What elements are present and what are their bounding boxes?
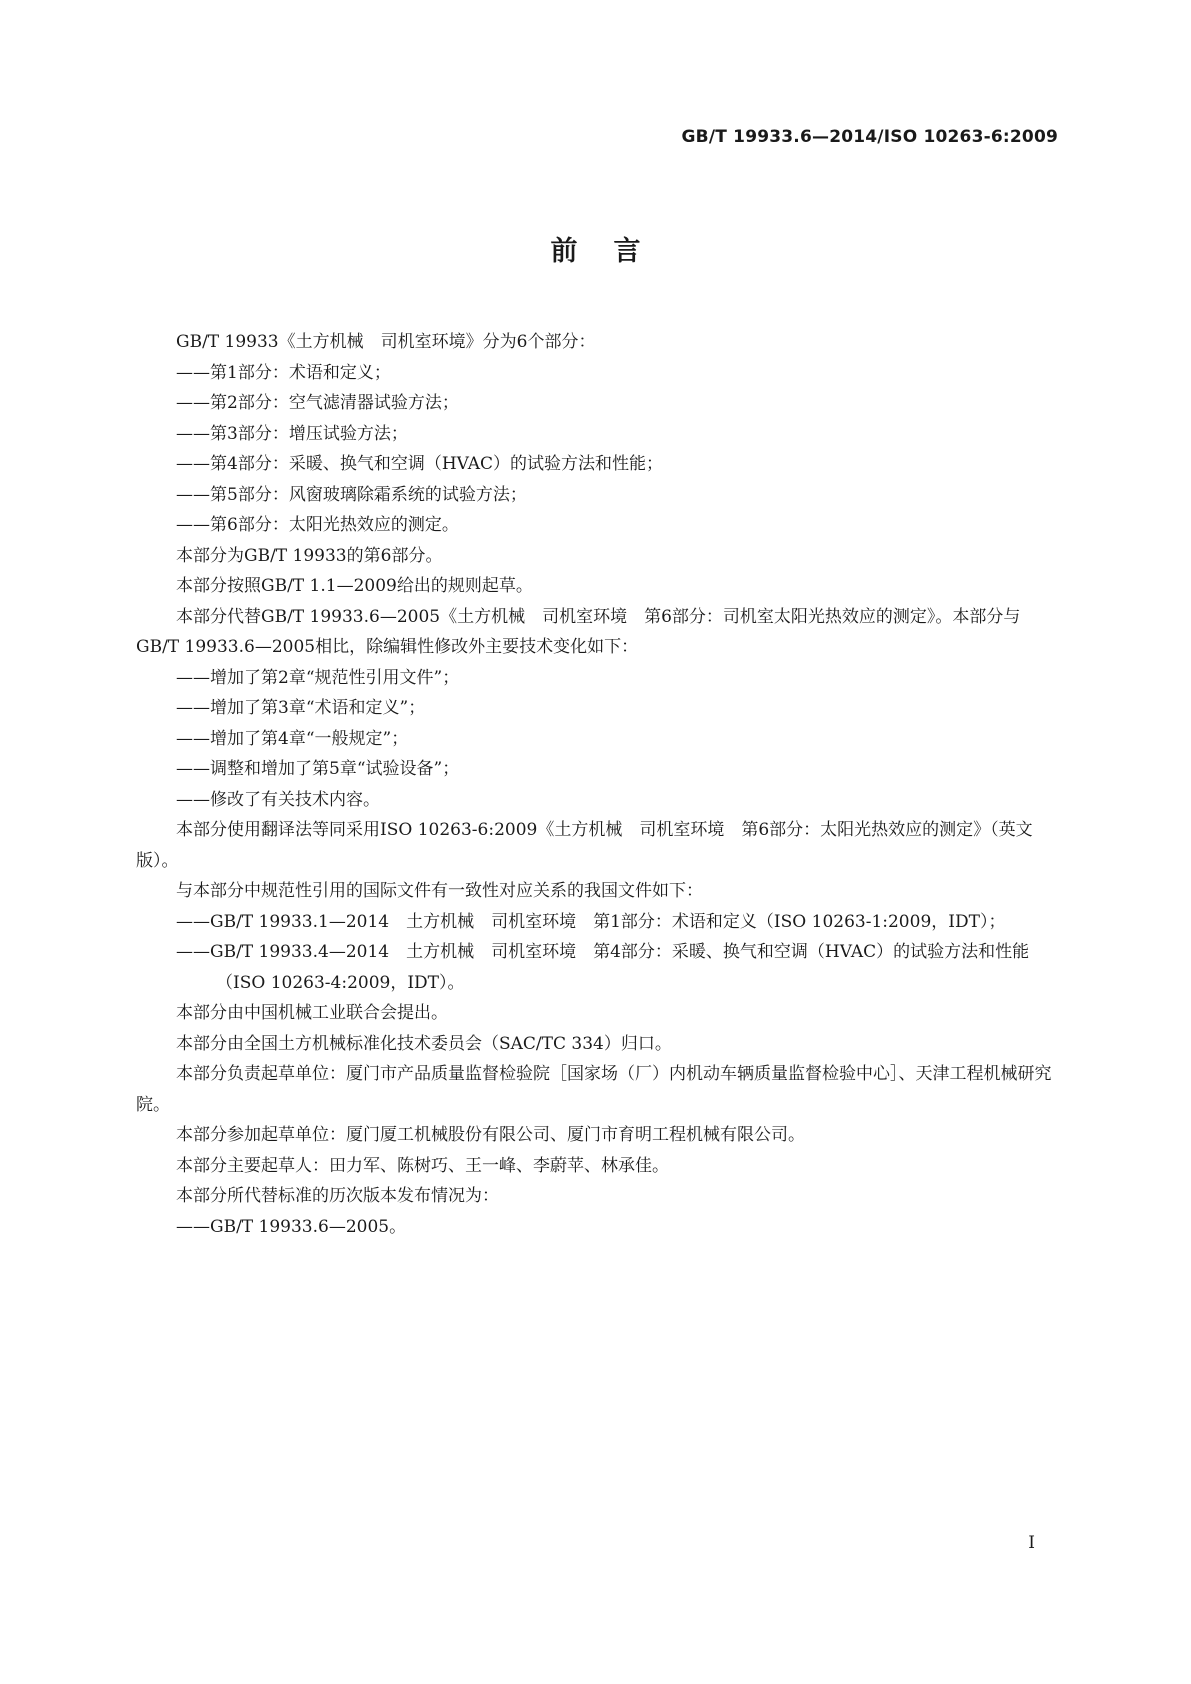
change-list-item: ——增加了第3章“术语和定义”； xyxy=(176,698,426,718)
paragraph: 本部分主要起草人：田力军、陈树巧、王一峰、李蔚苹、林承佳。 xyxy=(176,1155,669,1176)
part-list-item: ——第2部分：空气滤清器试验方法； xyxy=(176,393,459,413)
reference-list-item: ——GB/T 19933.4—2014 土方机械 司机室环境 第4部分：采暖、换气和空调（HVAC）的试验方法和性能（ISO 10263-4:2009，IDT）。 xyxy=(176,942,1030,993)
paragraph: 与本部分中规范性引用的国际文件有一致性对应关系的我国文件如下： xyxy=(176,881,703,901)
change-list-item: ——调整和增加了第5章“试验设备”； xyxy=(176,759,460,779)
change-list-item: ——增加了第2章“规范性引用文件”； xyxy=(176,667,460,688)
standard-code-header: GB/T 19933.6—2014/ISO 10263-6:2009 xyxy=(681,127,1058,147)
change-list-item: ——增加了第4章“一般规定”； xyxy=(176,728,409,749)
part-list-item: ——第6部分：太阳光热效应的测定。 xyxy=(176,515,459,535)
version-list-item: ——GB/T 19933.6—2005。 xyxy=(176,1216,407,1237)
change-list-item: ——修改了有关技术内容。 xyxy=(176,789,380,810)
part-list-item: ——第4部分：采暖、换气和空调（HVAC）的试验方法和性能； xyxy=(176,454,664,474)
part-list-item: ——第1部分：术语和定义； xyxy=(176,362,391,383)
paragraph: 本部分负责起草单位：厦门市产品质量监督检验院［国家场（厂）内机动车辆质量监督检验中心］、天津工程机械研究院。 xyxy=(136,1064,1052,1115)
paragraph: 本部分为GB/T 19933的第6部分。 xyxy=(176,545,443,566)
paragraph: 本部分使用翻译法等同采用ISO 10263-6:2009《土方机械 司机室环境 第6部分：太阳光热效应的测定》（英文版）。 xyxy=(136,820,1033,871)
paragraph: 本部分由中国机械工业联合会提出。 xyxy=(176,1003,448,1023)
foreword-body xyxy=(136,327,1060,1242)
paragraph: 本部分参加起草单位：厦门厦工机械股份有限公司、厦门市育明工程机械有限公司。 xyxy=(176,1125,805,1145)
paragraph: 本部分代替GB/T 19933.6—2005《土方机械 司机室环境 第6部分：司机室太阳光热效应的测定》。本部分与GB/T 19933.6—2005相比，除编辑性修改外主要技术变化如下： xyxy=(136,606,1021,657)
reference-list-item: ——GB/T 19933.1—2014 土方机械 司机室环境 第1部分：术语和定义（ISO 10263-1:2009，IDT）； xyxy=(176,911,1006,932)
paragraph: 本部分所代替标准的历次版本发布情况为： xyxy=(176,1186,499,1206)
page-number: I xyxy=(1028,1533,1035,1553)
intro-paragraph: GB/T 19933《土方机械 司机室环境》分为6个部分： xyxy=(176,332,596,352)
page-title: 前言 xyxy=(550,236,677,267)
paragraph: 本部分由全国土方机械标准化技术委员会（SAC/TC 334）归口。 xyxy=(176,1033,672,1054)
part-list-item: ——第3部分：增压试验方法； xyxy=(176,423,408,444)
paragraph: 本部分按照GB/T 1.1—2009给出的规则起草。 xyxy=(176,576,533,596)
part-list-item: ——第5部分：风窗玻璃除霜系统的试验方法； xyxy=(176,484,527,505)
